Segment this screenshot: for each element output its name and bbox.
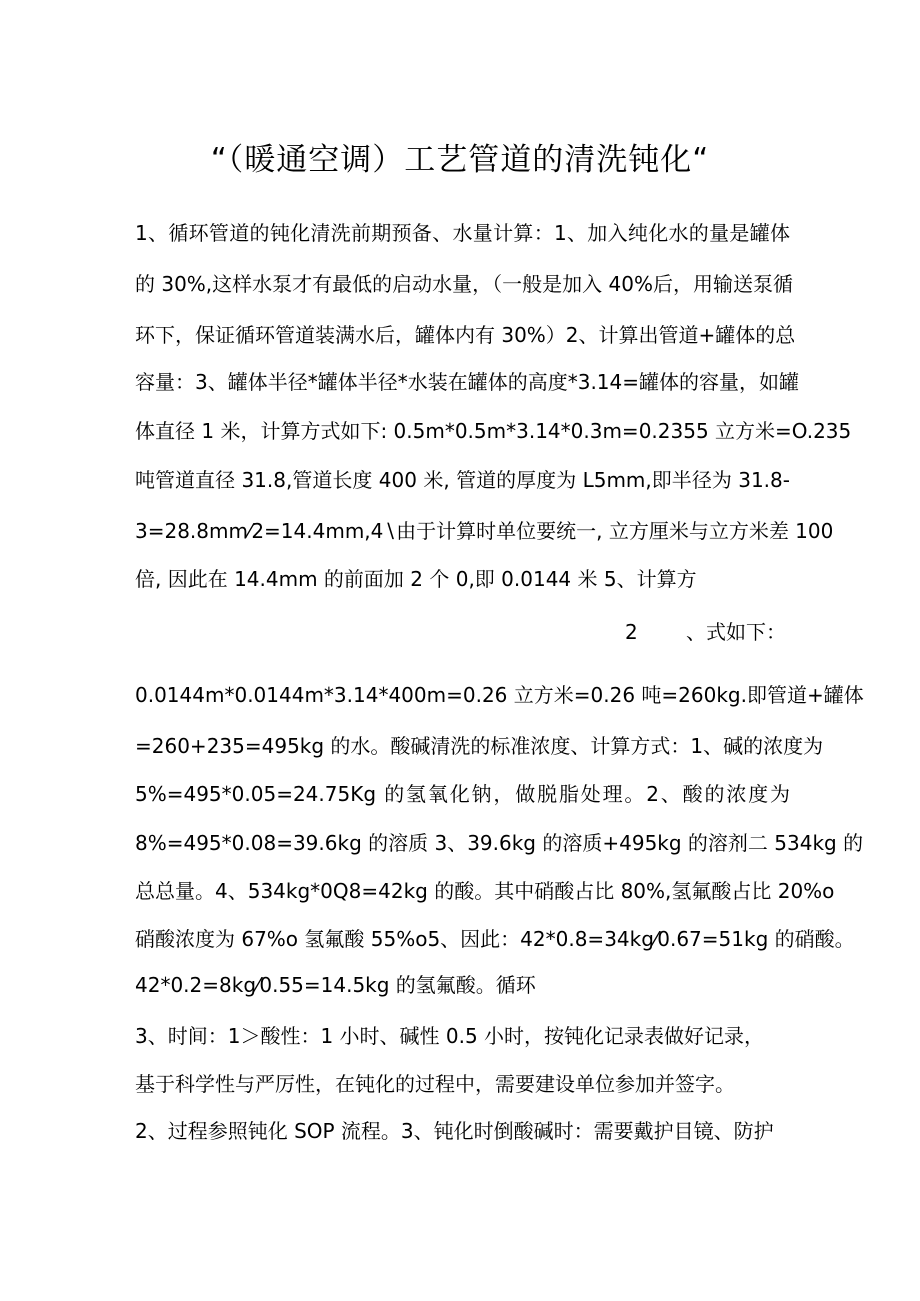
paragraph-line: 总总量。4、534kg*0Q8=42kg 的酸。其中硝酸占比 80%,氢氟酸占比 20%o (135, 879, 835, 903)
paragraph-line: 8%=495*0.08=39.6kg 的溶质 3、39.6kg 的溶质+495kg 的溶剂二 534kg 的 (135, 831, 864, 855)
paragraph-line: 容量：3、罐体半径*罐体半径*水装在罐体的高度*3.14=罐体的容量，如罐 (135, 370, 800, 394)
paragraph-line: 2、过程参照钝化 SOP 流程。3、钝化时倒酸碱时：需要戴护目镜、防护 (135, 1119, 774, 1143)
page-number: 2 (625, 620, 638, 644)
page-continuation: 、式如下： (686, 620, 786, 644)
paragraph-line: 硝酸浓度为 67%o 氢氟酸 55%o5、因此：42*0.8=34kg⁄0.67=51kg 的硝酸。 (135, 927, 855, 951)
paragraph-line: 环下，保证循环管道装满水后，罐体内有 30%）2、计算出管道+罐体的总 (135, 323, 796, 347)
paragraph-line: 42*0.2=8kg⁄0.55=14.5kg 的氢氟酸。循环 (135, 973, 536, 997)
paragraph-line: =260+235=495kg 的水。酸碱清洗的标准浓度、计算方式：1、碱的浓度为 (135, 734, 824, 758)
paragraph-line: 3=28.8mm⁄2=14.4mm,4∖由于计算时单位要统一, 立方厘米与立方米差 100 (135, 519, 834, 543)
paragraph-line: 的 30%,这样水泵才有最低的启动水量，（一般是加入 40%后，用输送泵循 (135, 272, 793, 296)
paragraph-line: 3、时间：1＞酸性：1 小时、碱性 0.5 小时，按钝化记录表做好记录， (135, 1024, 765, 1048)
paragraph-line: 1、循环管道的钝化清洗前期预备、水量计算：1、加入纯化水的量是罐体 (135, 221, 790, 245)
paragraph-line: 5%=495*0.05=24.75Kg 的氢氧化钠，做脱脂处理。2、酸的浓度为 (135, 782, 790, 806)
paragraph-line: 0.0144m*0.0144m*3.14*400m=0.26 立方米=0.26 吨=260kg.即管道+罐体 (135, 683, 864, 707)
document-title: “（暖通空调）工艺管道的清洗钝化“ (210, 142, 710, 178)
paragraph-line: 体直径 1 米，计算方式如下: 0.5m*0.5m*3.14*0.3m=0.2355 立方米=O.235 (135, 419, 852, 443)
paragraph-line: 倍, 因此在 14.4mm 的前面加 2 个 0,即 0.0144 米 5、计算方 (135, 567, 697, 591)
paragraph-line: 吨管道直径 31.8,管道长度 400 米, 管道的厚度为 L5mm,即半径为 31.8- (135, 468, 790, 492)
paragraph-line: 基于科学性与严厉性，在钝化的过程中，需要建设单位参加并签字。 (135, 1072, 735, 1096)
